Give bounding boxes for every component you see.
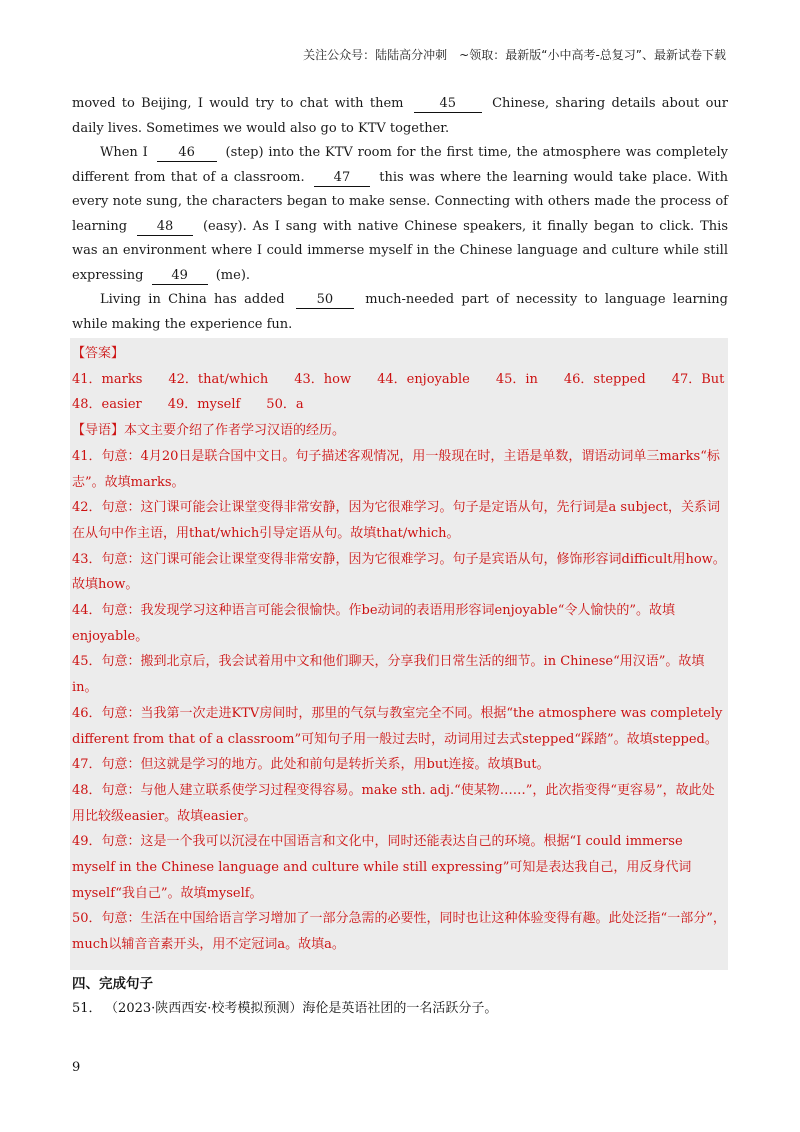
blank-48: 48 <box>137 219 193 236</box>
passage-text: (me). <box>215 267 251 283</box>
explanation-44: 44．句意：我发现学习这种语言可能会很愉快。作be动词的表语用形容词enjoyable“令人愉快的”。故填enjoyable。 <box>72 603 676 644</box>
answer-48: 48．easier <box>72 397 142 413</box>
blank-49: 49 <box>152 268 208 285</box>
blank-46: 46 <box>157 145 217 162</box>
question-number: 51． <box>72 1001 102 1016</box>
blank-47: 47 <box>314 170 370 187</box>
page-number: 9 <box>72 1060 81 1075</box>
passage <box>72 92 728 337</box>
passage-text: Chinese, sharing details about our daily lives. Sometimes we would also go to KTV together. <box>72 96 728 136</box>
explanation-47: 47．句意：但这就是学习的地方。此处和前句是转折关系，用but连接。故填But。 <box>72 757 550 773</box>
passage-text: When I <box>100 145 148 160</box>
answer-section <box>72 341 726 958</box>
answer-row-2 <box>72 392 726 418</box>
answer-50: 50．a <box>266 397 304 413</box>
answer-title: 【答案】 <box>72 346 125 361</box>
answer-46: 46．stepped <box>563 371 646 387</box>
passage-paragraph-3 <box>72 288 728 337</box>
answer-row-1 <box>72 367 726 393</box>
guide-text: 【导语】本文主要介绍了作者学习汉语的经历。 <box>72 423 346 439</box>
passage-paragraph-2 <box>72 141 728 288</box>
answer-44: 44．enjoyable <box>377 371 470 387</box>
explanation-48: 48．句意：与他人建立联系使学习过程变得容易。make sth. adj.“使某物……”，此次指变得“更容易”，故此处用比较级easier。故填easier。 <box>72 782 715 824</box>
passage-paragraph-1 <box>72 92 728 141</box>
passage-text: this was where the learning would take place. With every note sung, the characters began to make sense. Connecting with others made the process of learning <box>72 169 728 234</box>
explanation-41: 41．句意：4月20日是联合国中文日。句子描述客观情况，用一般现在时，主语是单数，谓语动词单三marks“标志”。故填marks。 <box>72 448 720 490</box>
blank-45: 45 <box>414 96 482 113</box>
answer-49: 49．myself <box>167 397 241 413</box>
passage-text: Living in China has added <box>100 292 285 307</box>
page-header: 关注公众号：陆陆高分冲刺 ~领取：最新版“小中高考-总复习”、最新试卷下载 <box>303 48 726 62</box>
explanation-42: 42．句意：这门课可能会让课堂变得非常安静，因为它很难学习。句子是定语从句，先行词是a subject，关系词在从句中作主语，用that/which引导定语从句。故填that/which。 <box>72 500 721 541</box>
passage-text: much-needed part of necessity to language learning while making the experience fun. <box>72 292 728 332</box>
section-title: 四、完成句子 <box>72 976 153 992</box>
question-text: （2023·陕西西安·校考模拟预测）海伦是英语社团的一名活跃分子。 <box>111 1001 498 1016</box>
blank-50: 50 <box>296 292 354 309</box>
answer-43: 43．how <box>294 371 352 387</box>
passage-text: (easy). As I sang with native Chinese speakers, it finally began to click. This was an environment where I could immerse myself in the Chinese language and culture while still expressing <box>72 218 728 283</box>
answer-47: 47．But <box>671 371 725 387</box>
explanation-50: 50．句意：生活在中国给语言学习增加了一部分急需的必要性，同时也让这种体验变得有趣。此处泛指“一部分”，much以辅音音素开头，用不定冠词a。故填a。 <box>72 911 726 953</box>
explanation-43: 43．句意：这门课可能会让课堂变得非常安静，因为它很难学习。句子是宾语从句，修饰形容词difficult用how。故填how。 <box>72 551 726 593</box>
explanation-49: 49．句意：这是一个我可以沉浸在中国语言和文化中，同时还能表达自己的环境。根据“I could immerse myself in the Chinese language and culture while still expressing”可知是表达我自己，用反身代词myself“我自己”。故填myself。 <box>72 834 692 901</box>
explanation-46: 46．句意：当我第一次走进KTV房间时，那里的气氛与教室完全不同。根据“the atmosphere was completely different from that of a classroom”可知句子用一般过去时，动词用过去式stepped“踩踏”。故填stepped。 <box>72 705 723 747</box>
answer-45: 45．in <box>495 371 538 387</box>
passage-text: (step) into the KTV room for the first time, the atmosphere was completely different from that of a classroom. <box>72 145 729 185</box>
explanation-45: 45．句意：搬到北京后，我会试着用中文和他们聊天，分享我们日常生活的细节。in Chinese“用汉语”。故填in。 <box>72 654 705 696</box>
answer-41: 41．marks <box>72 371 143 387</box>
question-51 <box>72 997 497 1016</box>
passage-text: moved to Beijing, I would try to chat with them <box>72 96 404 111</box>
answer-42: 42．that/which <box>168 371 269 387</box>
